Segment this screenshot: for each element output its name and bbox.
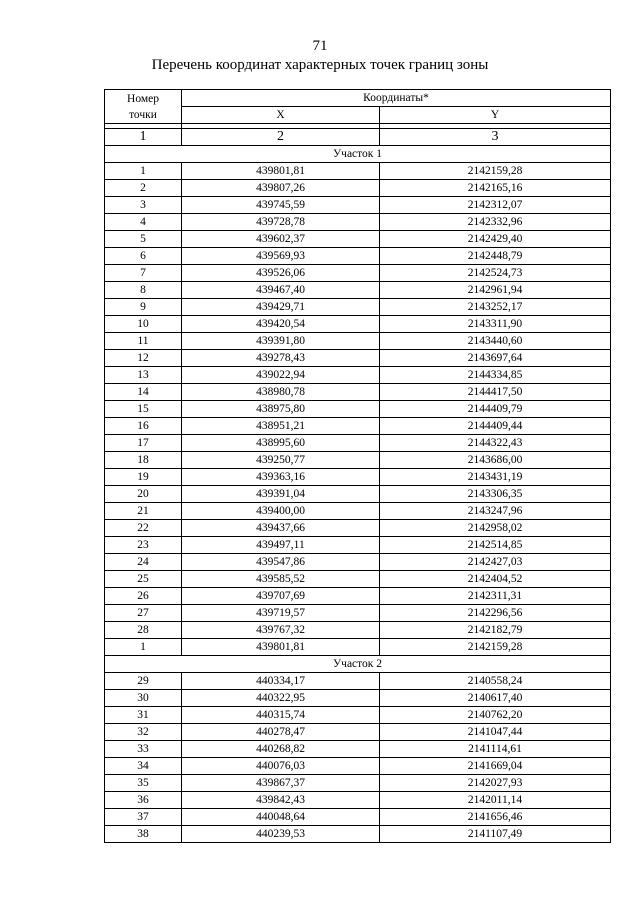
y-coordinate-cell: 2140558,24 [380,673,611,690]
point-number-cell: 9 [105,299,182,316]
y-coordinate-cell: 2142427,03 [380,554,611,571]
x-coordinate-cell: 438995,60 [182,435,380,452]
y-coordinate-cell: 2142027,93 [380,775,611,792]
x-header: X [182,107,380,124]
point-number-cell: 19 [105,469,182,486]
x-coordinate-cell: 439391,80 [182,333,380,350]
y-coordinate-cell: 2142332,96 [380,214,611,231]
coordinates-header: Координаты* [182,90,611,107]
table-row [105,741,611,758]
table-row [105,503,611,520]
x-coordinate-cell: 439250,77 [182,452,380,469]
x-coordinate-cell: 438951,21 [182,418,380,435]
point-number-cell: 33 [105,741,182,758]
table-row [105,571,611,588]
y-coordinate-cell: 2144417,50 [380,384,611,401]
x-coordinate-cell: 439728,78 [182,214,380,231]
point-number-cell: 29 [105,673,182,690]
point-number-cell: 10 [105,316,182,333]
page-title: Перечень координат характерных точек границ зоны [151,57,489,73]
table-row [105,758,611,775]
table-row [105,554,611,571]
column-number-1: 1 [105,129,182,146]
y-coordinate-cell: 2142514,85 [380,537,611,554]
x-coordinate-cell: 439022,94 [182,367,380,384]
y-coordinate-cell: 2142312,07 [380,197,611,214]
x-coordinate-cell: 440334,17 [182,673,380,690]
x-coordinate-cell: 440048,64 [182,809,380,826]
x-coordinate-cell: 439842,43 [182,792,380,809]
y-coordinate-cell: 2142311,31 [380,588,611,605]
x-coordinate-cell: 439767,32 [182,622,380,639]
point-number-cell: 26 [105,588,182,605]
point-number-cell: 5 [105,231,182,248]
point-number-cell: 28 [105,622,182,639]
y-coordinate-cell: 2141107,49 [380,826,611,843]
y-coordinate-cell: 2144322,43 [380,435,611,452]
x-coordinate-cell: 439437,66 [182,520,380,537]
x-coordinate-cell: 439585,52 [182,571,380,588]
column-numbering-row [105,129,611,146]
point-number-cell: 12 [105,350,182,367]
point-number-header-line2: точки [129,108,157,121]
y-coordinate-cell: 2142159,28 [380,639,611,656]
point-number-cell: 1 [105,163,182,180]
y-coordinate-cell: 2144334,85 [380,367,611,384]
x-coordinate-cell: 439801,81 [182,639,380,656]
x-coordinate-cell: 439391,04 [182,486,380,503]
point-number-cell: 23 [105,537,182,554]
x-coordinate-cell: 439569,93 [182,248,380,265]
table-row [105,435,611,452]
column-number-2: 2 [182,129,380,146]
y-coordinate-cell: 2143440,60 [380,333,611,350]
x-coordinate-cell: 439467,40 [182,282,380,299]
y-coordinate-cell: 2141669,04 [380,758,611,775]
x-coordinate-cell: 438975,80 [182,401,380,418]
y-coordinate-cell: 2141114,61 [380,741,611,758]
point-number-cell: 1 [105,639,182,656]
x-coordinate-cell: 439719,57 [182,605,380,622]
table-row [105,469,611,486]
y-coordinate-cell: 2142159,28 [380,163,611,180]
table-row [105,384,611,401]
section-title: Участок 1 [105,146,611,163]
table-row [105,367,611,384]
section-row [105,146,611,163]
point-number-cell: 17 [105,435,182,452]
point-number-cell: 24 [105,554,182,571]
table-row [105,690,611,707]
x-coordinate-cell: 439420,54 [182,316,380,333]
y-coordinate-cell: 2142011,14 [380,792,611,809]
table-row [105,452,611,469]
y-coordinate-cell: 2142448,79 [380,248,611,265]
table-row [105,180,611,197]
table-row [105,673,611,690]
table-row [105,163,611,180]
x-coordinate-cell: 440322,95 [182,690,380,707]
y-coordinate-cell: 2142429,40 [380,231,611,248]
x-coordinate-cell: 439807,26 [182,180,380,197]
table-row [105,350,611,367]
table-row [105,809,611,826]
point-number-cell: 38 [105,826,182,843]
point-number-cell: 8 [105,282,182,299]
y-coordinate-cell: 2142961,94 [380,282,611,299]
table-row [105,605,611,622]
x-coordinate-cell: 439547,86 [182,554,380,571]
x-coordinate-cell: 439602,37 [182,231,380,248]
point-number-cell: 30 [105,690,182,707]
table-row [105,214,611,231]
point-number-cell: 22 [105,520,182,537]
y-header: Y [380,107,611,124]
table-row [105,299,611,316]
y-coordinate-cell: 2143306,35 [380,486,611,503]
table-row [105,231,611,248]
x-coordinate-cell: 439867,37 [182,775,380,792]
x-coordinate-cell: 440278,47 [182,724,380,741]
table-row [105,826,611,843]
point-number-cell: 13 [105,367,182,384]
x-coordinate-cell: 439707,69 [182,588,380,605]
x-coordinate-cell: 440239,53 [182,826,380,843]
table-row [105,333,611,350]
point-number-cell: 35 [105,775,182,792]
y-coordinate-cell: 2142404,52 [380,571,611,588]
table-row [105,486,611,503]
page-number: 71 [312,38,328,54]
table-row [105,792,611,809]
section-row [105,656,611,673]
table-row [105,265,611,282]
point-number-cell: 20 [105,486,182,503]
y-coordinate-cell: 2142182,79 [380,622,611,639]
column-number-3: 3 [380,129,611,146]
y-coordinate-cell: 2143247,96 [380,503,611,520]
y-coordinate-cell: 2141047,44 [380,724,611,741]
table-row [105,639,611,656]
y-coordinate-cell: 2140617,40 [380,690,611,707]
point-number-header-line1: Номер [127,92,159,105]
point-number-cell: 34 [105,758,182,775]
table-row [105,588,611,605]
table-row [105,282,611,299]
table-row [105,520,611,537]
y-coordinate-cell: 2142958,02 [380,520,611,537]
point-number-cell: 14 [105,384,182,401]
table-row [105,316,611,333]
x-coordinate-cell: 440076,03 [182,758,380,775]
point-number-cell: 36 [105,792,182,809]
x-coordinate-cell: 439363,16 [182,469,380,486]
y-coordinate-cell: 2140762,20 [380,707,611,724]
point-number-cell: 18 [105,452,182,469]
point-number-cell: 15 [105,401,182,418]
y-coordinate-cell: 2143686,00 [380,452,611,469]
y-coordinate-cell: 2142524,73 [380,265,611,282]
table-row [105,248,611,265]
point-number-cell: 16 [105,418,182,435]
point-number-cell: 4 [105,214,182,231]
y-coordinate-cell: 2141656,46 [380,809,611,826]
point-number-cell: 25 [105,571,182,588]
point-number-cell: 2 [105,180,182,197]
table-row [105,418,611,435]
y-coordinate-cell: 2143431,19 [380,469,611,486]
table-row [105,537,611,554]
x-coordinate-cell: 439497,11 [182,537,380,554]
table-row [105,775,611,792]
point-number-cell: 31 [105,707,182,724]
x-coordinate-cell: 439745,59 [182,197,380,214]
x-coordinate-cell: 440268,82 [182,741,380,758]
y-coordinate-cell: 2143311,90 [380,316,611,333]
table-row [105,707,611,724]
table-row [105,401,611,418]
y-coordinate-cell: 2143697,64 [380,350,611,367]
y-coordinate-cell: 2144409,79 [380,401,611,418]
table-row [105,197,611,214]
y-coordinate-cell: 2142296,56 [380,605,611,622]
table-row [105,622,611,639]
x-coordinate-cell: 438980,78 [182,384,380,401]
y-coordinate-cell: 2143252,17 [380,299,611,316]
point-number-cell: 32 [105,724,182,741]
y-coordinate-cell: 2144409,44 [380,418,611,435]
section-title: Участок 2 [105,656,611,673]
point-number-cell: 27 [105,605,182,622]
point-number-cell: 3 [105,197,182,214]
x-coordinate-cell: 440315,74 [182,707,380,724]
table-row [105,724,611,741]
point-number-cell: 11 [105,333,182,350]
x-coordinate-cell: 439526,06 [182,265,380,282]
point-number-cell: 7 [105,265,182,282]
x-coordinate-cell: 439400,00 [182,503,380,520]
point-number-cell: 37 [105,809,182,826]
coordinates-table [104,89,611,843]
point-number-cell: 21 [105,503,182,520]
x-coordinate-cell: 439801,81 [182,163,380,180]
header-row [105,90,611,107]
point-number-header [105,90,182,124]
x-coordinate-cell: 439429,71 [182,299,380,316]
point-number-cell: 6 [105,248,182,265]
y-coordinate-cell: 2142165,16 [380,180,611,197]
x-coordinate-cell: 439278,43 [182,350,380,367]
